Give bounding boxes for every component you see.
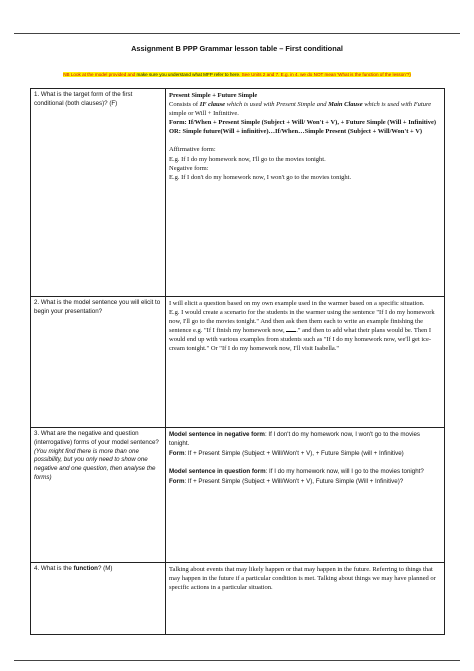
table-row: [31, 428, 445, 563]
form-line: Form: If/When + Present Simple (Subject + Will/ Won't + V), + Future Simple (Will + Infinitive): [169, 119, 437, 127]
bottom-rule: [14, 660, 460, 661]
negative-example: E.g. If I don't do my homework now, I won't go to the movies tonight.: [169, 173, 352, 181]
answer-paragraph: E.g. I would create a scenario for the students in the warmer using the sentence "If I do my homework now, I'll go to the movies tonight." And then ask then them each to write an example finishing the sentence e.g. "If I finish my homework now, ." and then to add what their plans would be. Then I would end up with various examples from students such as "If I do my homework now, we'll get ice-cream tonight." Or "If I do my homework now, I'll visit Isabella.": [169, 309, 435, 353]
question-cell: 3. What are the negative and question (interrogative) forms of your model sentence? (You might find there is more than one possibility, but you only need to show one negative and one question, then analyse the forms): [31, 428, 166, 563]
note-text-1: NB Look at the model provided and: [63, 72, 137, 77]
blank-line: [286, 331, 296, 332]
table-row: [31, 89, 445, 297]
answer-cell: [166, 428, 445, 563]
alternative-form-line: OR: Simple future(Will + infinitive)…If/When…Simple Present (Subject + Will/Won't + V): [169, 128, 423, 136]
answer-cell: Talking about events that may likely happen or that may happen in the future. Referring to things that may happen in the future if a particular condition is met. Talking about things we may have planned or specific actions in a particular situation.: [166, 563, 445, 635]
table-row: [31, 563, 445, 635]
question-model: Model sentence in question form: If I do my homework now, will I go to the movies tonight?: [169, 468, 424, 476]
top-rule: [14, 33, 460, 34]
note-text-3: . See Units 2 and 7. E.g. in 4. we do NOT mean 'What is the function of the lesson'?): [239, 72, 411, 77]
question-form: Form: If + Present Simple (Subject + Will/Won't + V), Future Simple (Will + Infinitive)?: [169, 477, 404, 485]
note-text-2: make sure you understand what MFP refer to here: [136, 72, 240, 77]
form-heading: Present Simple + Future Simple: [169, 92, 258, 99]
answer-paragraph: I will elicit a question based on my own example used in the warmer based on a specific situation.: [169, 300, 425, 307]
lesson-table: [30, 88, 445, 635]
answer-cell: [166, 297, 445, 428]
instruction-note: [30, 72, 444, 78]
question-cell: 4. What is the function? (M): [31, 563, 166, 635]
table-row: [31, 297, 445, 428]
form-description: Consists of IF clause which is used with Present Simple and Main Clause which is used with Future simple or Will + Infinitive.: [169, 101, 432, 118]
affirmative-label: Affirmative form:: [169, 146, 216, 154]
question-cell: 2. What is the model sentence you will elicit to begin your presentation?: [31, 297, 166, 428]
page-title: Assignment B PPP Grammar lesson table – First conditional: [131, 44, 343, 53]
answer-cell: [166, 89, 445, 297]
negative-model: Model sentence in negative form: If I don't do my homework now, I won't go to the movies tonight.: [169, 431, 420, 448]
negative-label: Negative form:: [169, 164, 209, 172]
affirmative-example: E.g. If I do my homework now, I'll go to the movies tonight.: [169, 155, 326, 163]
negative-form: Form: If + Present Simple (Subject + Will/Won't + V), + Future Simple (will + Infinitive): [169, 449, 404, 457]
question-cell: 1. What is the target form of the first conditional (both clauses)? (F): [31, 89, 166, 297]
